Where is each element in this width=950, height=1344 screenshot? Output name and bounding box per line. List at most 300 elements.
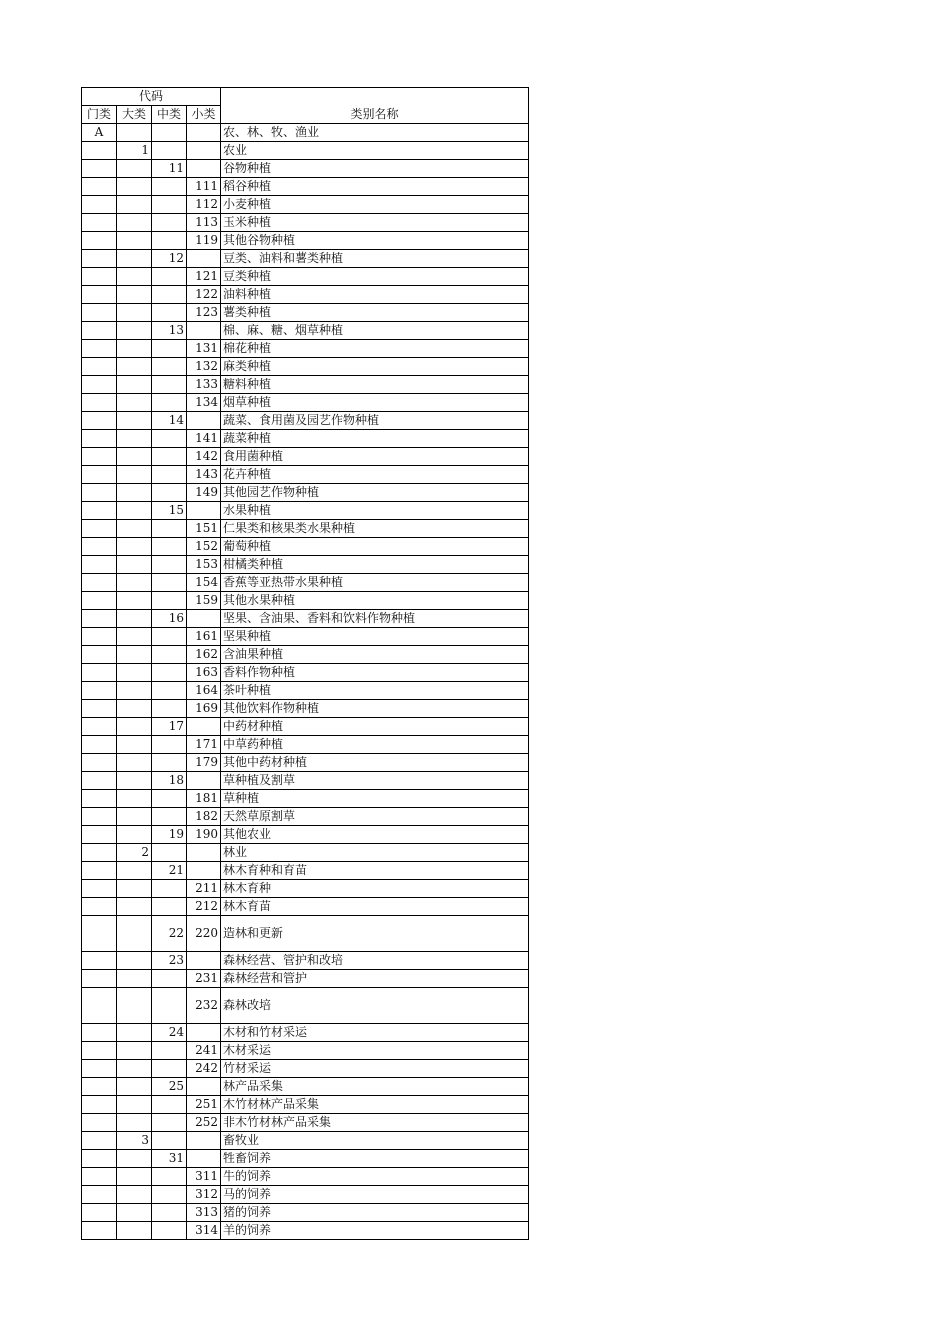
zhong-lei-cell xyxy=(152,556,187,574)
men-lei-cell xyxy=(82,466,117,484)
zhong-lei-cell xyxy=(152,1222,187,1240)
xiao-lei-cell: 169 xyxy=(187,700,221,718)
xiao-lei-cell: 211 xyxy=(187,880,221,898)
xiao-lei-cell: 313 xyxy=(187,1204,221,1222)
zhong-lei-cell xyxy=(152,430,187,448)
table-row xyxy=(82,1096,529,1114)
xiao-lei-cell: 132 xyxy=(187,358,221,376)
xiao-lei-cell xyxy=(187,412,221,430)
category-name-cell: 猪的饲养 xyxy=(221,1204,529,1222)
men-lei-cell xyxy=(82,664,117,682)
xiao-lei-cell: 251 xyxy=(187,1096,221,1114)
men-lei-cell xyxy=(82,1186,117,1204)
da-lei-cell: 2 xyxy=(117,844,152,862)
table-row xyxy=(82,700,529,718)
category-name-cell: 含油果种植 xyxy=(221,646,529,664)
men-lei-cell xyxy=(82,718,117,736)
da-lei-cell xyxy=(117,1024,152,1042)
xiao-lei-cell xyxy=(187,1150,221,1168)
category-name-cell: 蔬菜种植 xyxy=(221,430,529,448)
xiao-lei-cell: 143 xyxy=(187,466,221,484)
xiao-lei-cell: 231 xyxy=(187,970,221,988)
da-lei-cell xyxy=(117,214,152,232)
men-lei-cell xyxy=(82,610,117,628)
table-row xyxy=(82,988,529,1024)
men-lei-cell xyxy=(82,484,117,502)
zhong-lei-cell xyxy=(152,268,187,286)
category-name-cell: 林产品采集 xyxy=(221,1078,529,1096)
men-lei-cell xyxy=(82,304,117,322)
men-lei-cell xyxy=(82,142,117,160)
da-lei-cell xyxy=(117,1204,152,1222)
table-row xyxy=(82,880,529,898)
da-lei-cell xyxy=(117,862,152,880)
da-lei-cell xyxy=(117,412,152,430)
category-name-cell: 其他谷物种植 xyxy=(221,232,529,250)
da-lei-cell xyxy=(117,394,152,412)
zhong-lei-header: 中类 xyxy=(152,106,187,124)
table-row xyxy=(82,286,529,304)
category-name-header: 类别名称 xyxy=(221,88,529,124)
zhong-lei-cell xyxy=(152,142,187,160)
category-name-cell: 其他中药材种植 xyxy=(221,754,529,772)
men-lei-cell xyxy=(82,1078,117,1096)
xiao-lei-cell: 161 xyxy=(187,628,221,646)
da-lei-cell xyxy=(117,790,152,808)
xiao-lei-cell xyxy=(187,124,221,142)
men-lei-cell xyxy=(82,574,117,592)
xiao-lei-cell: 312 xyxy=(187,1186,221,1204)
da-lei-cell xyxy=(117,286,152,304)
category-name-cell: 中草药种植 xyxy=(221,736,529,754)
category-name-cell: 仁果类和核果类水果种植 xyxy=(221,520,529,538)
men-lei-cell xyxy=(82,1132,117,1150)
men-lei-cell xyxy=(82,1150,117,1168)
zhong-lei-cell xyxy=(152,1204,187,1222)
xiao-lei-cell: 113 xyxy=(187,214,221,232)
xiao-lei-cell xyxy=(187,502,221,520)
table-row xyxy=(82,1078,529,1096)
table-row xyxy=(82,1132,529,1150)
zhong-lei-cell xyxy=(152,538,187,556)
category-name-cell: 豆类、油料和薯类种植 xyxy=(221,250,529,268)
table-row xyxy=(82,718,529,736)
table-row xyxy=(82,1186,529,1204)
da-lei-cell xyxy=(117,358,152,376)
da-lei-cell xyxy=(117,682,152,700)
category-name-cell: 森林改培 xyxy=(221,988,529,1024)
da-lei-cell xyxy=(117,520,152,538)
category-name-cell: 草种植及割草 xyxy=(221,772,529,790)
men-lei-cell xyxy=(82,556,117,574)
category-name-cell: 棉、麻、糖、烟草种植 xyxy=(221,322,529,340)
table-row xyxy=(82,124,529,142)
da-lei-cell xyxy=(117,124,152,142)
xiao-lei-cell xyxy=(187,250,221,268)
da-lei-cell xyxy=(117,970,152,988)
da-lei-cell xyxy=(117,1042,152,1060)
xiao-lei-cell xyxy=(187,1132,221,1150)
da-lei-cell xyxy=(117,700,152,718)
zhong-lei-cell: 16 xyxy=(152,610,187,628)
category-name-cell: 花卉种植 xyxy=(221,466,529,484)
category-name-cell: 烟草种植 xyxy=(221,394,529,412)
table-row xyxy=(82,1114,529,1132)
da-lei-cell xyxy=(117,880,152,898)
da-lei-cell xyxy=(117,502,152,520)
category-name-cell: 林木育种和育苗 xyxy=(221,862,529,880)
table-row xyxy=(82,916,529,952)
zhong-lei-cell: 15 xyxy=(152,502,187,520)
men-lei-cell xyxy=(82,1042,117,1060)
table-row xyxy=(82,844,529,862)
men-lei-cell xyxy=(82,862,117,880)
zhong-lei-cell xyxy=(152,682,187,700)
da-lei-cell xyxy=(117,628,152,646)
men-lei-cell xyxy=(82,772,117,790)
zhong-lei-cell xyxy=(152,484,187,502)
da-lei-cell xyxy=(117,826,152,844)
table-row xyxy=(82,232,529,250)
category-name-cell: 食用菌种植 xyxy=(221,448,529,466)
zhong-lei-cell xyxy=(152,520,187,538)
zhong-lei-cell xyxy=(152,178,187,196)
table-row xyxy=(82,772,529,790)
men-lei-cell xyxy=(82,322,117,340)
zhong-lei-cell xyxy=(152,1186,187,1204)
xiao-lei-cell: 131 xyxy=(187,340,221,358)
category-name-cell: 造林和更新 xyxy=(221,916,529,952)
da-lei-cell xyxy=(117,1114,152,1132)
category-name-cell: 柑橘类种植 xyxy=(221,556,529,574)
zhong-lei-cell xyxy=(152,1042,187,1060)
table-row xyxy=(82,412,529,430)
da-lei-cell xyxy=(117,268,152,286)
men-lei-cell xyxy=(82,250,117,268)
category-name-cell: 蔬菜、食用菌及园艺作物种植 xyxy=(221,412,529,430)
men-lei-cell: A xyxy=(82,124,117,142)
zhong-lei-cell xyxy=(152,808,187,826)
table-row xyxy=(82,520,529,538)
zhong-lei-cell: 21 xyxy=(152,862,187,880)
da-lei-cell xyxy=(117,772,152,790)
category-name-cell: 其他饮料作物种植 xyxy=(221,700,529,718)
zhong-lei-cell: 18 xyxy=(152,772,187,790)
xiao-lei-cell: 151 xyxy=(187,520,221,538)
category-name-cell: 其他水果种植 xyxy=(221,592,529,610)
zhong-lei-cell xyxy=(152,214,187,232)
zhong-lei-cell: 31 xyxy=(152,1150,187,1168)
men-lei-cell xyxy=(82,682,117,700)
da-lei-cell xyxy=(117,430,152,448)
da-lei-cell: 1 xyxy=(117,142,152,160)
xiao-lei-cell: 159 xyxy=(187,592,221,610)
zhong-lei-cell xyxy=(152,898,187,916)
da-lei-cell xyxy=(117,1222,152,1240)
category-name-cell: 农、林、牧、渔业 xyxy=(221,124,529,142)
zhong-lei-cell: 19 xyxy=(152,826,187,844)
da-lei-cell xyxy=(117,376,152,394)
category-name-cell: 中药材种植 xyxy=(221,718,529,736)
xiao-lei-cell: 112 xyxy=(187,196,221,214)
table-row xyxy=(82,160,529,178)
da-lei-cell xyxy=(117,1060,152,1078)
category-name-cell: 木材采运 xyxy=(221,1042,529,1060)
men-lei-cell xyxy=(82,196,117,214)
men-lei-cell xyxy=(82,844,117,862)
table-row xyxy=(82,322,529,340)
table-row xyxy=(82,628,529,646)
da-lei-cell xyxy=(117,466,152,484)
category-name-cell: 其他园艺作物种植 xyxy=(221,484,529,502)
zhong-lei-cell xyxy=(152,340,187,358)
xiao-lei-cell xyxy=(187,322,221,340)
da-lei-cell xyxy=(117,952,152,970)
table-row xyxy=(82,970,529,988)
category-name-cell: 薯类种植 xyxy=(221,304,529,322)
table-row xyxy=(82,484,529,502)
category-name-cell: 小麦种植 xyxy=(221,196,529,214)
xiao-lei-cell: 152 xyxy=(187,538,221,556)
xiao-lei-cell: 153 xyxy=(187,556,221,574)
men-lei-cell xyxy=(82,646,117,664)
xiao-lei-cell xyxy=(187,772,221,790)
xiao-lei-cell: 242 xyxy=(187,1060,221,1078)
category-name-cell: 非木竹材林产品采集 xyxy=(221,1114,529,1132)
category-name-cell: 森林经营、管护和改培 xyxy=(221,952,529,970)
da-lei-cell xyxy=(117,484,152,502)
da-lei-cell xyxy=(117,736,152,754)
zhong-lei-cell xyxy=(152,376,187,394)
table-row xyxy=(82,358,529,376)
xiao-lei-cell: 220 xyxy=(187,916,221,952)
xiao-lei-cell: 122 xyxy=(187,286,221,304)
category-name-cell: 草种植 xyxy=(221,790,529,808)
xiao-lei-cell: 133 xyxy=(187,376,221,394)
men-lei-cell xyxy=(82,970,117,988)
men-lei-cell xyxy=(82,502,117,520)
zhong-lei-cell xyxy=(152,628,187,646)
table-row xyxy=(82,376,529,394)
category-name-cell: 其他农业 xyxy=(221,826,529,844)
da-lei-cell xyxy=(117,898,152,916)
xiao-lei-cell: 121 xyxy=(187,268,221,286)
men-lei-cell xyxy=(82,178,117,196)
men-lei-cell xyxy=(82,268,117,286)
men-lei-cell xyxy=(82,286,117,304)
category-name-cell: 林木育种 xyxy=(221,880,529,898)
men-lei-cell xyxy=(82,358,117,376)
zhong-lei-cell xyxy=(152,700,187,718)
category-name-cell: 天然草原割草 xyxy=(221,808,529,826)
category-name-cell: 农业 xyxy=(221,142,529,160)
da-lei-cell xyxy=(117,574,152,592)
table-row xyxy=(82,1222,529,1240)
xiao-lei-cell xyxy=(187,160,221,178)
da-lei-cell xyxy=(117,988,152,1024)
category-name-cell: 畜牧业 xyxy=(221,1132,529,1150)
xiao-lei-cell: 232 xyxy=(187,988,221,1024)
category-name-cell: 水果种植 xyxy=(221,502,529,520)
table-row xyxy=(82,808,529,826)
zhong-lei-cell xyxy=(152,1060,187,1078)
zhong-lei-cell: 11 xyxy=(152,160,187,178)
table-row xyxy=(82,754,529,772)
category-name-cell: 林业 xyxy=(221,844,529,862)
table-row xyxy=(82,592,529,610)
da-lei-cell xyxy=(117,1078,152,1096)
table-row xyxy=(82,250,529,268)
category-name-cell: 香蕉等亚热带水果种植 xyxy=(221,574,529,592)
xiao-lei-cell: 212 xyxy=(187,898,221,916)
zhong-lei-cell: 17 xyxy=(152,718,187,736)
xiao-lei-cell: 314 xyxy=(187,1222,221,1240)
da-lei-cell xyxy=(117,448,152,466)
zhong-lei-cell xyxy=(152,988,187,1024)
xiao-lei-cell: 162 xyxy=(187,646,221,664)
men-lei-cell xyxy=(82,790,117,808)
zhong-lei-cell xyxy=(152,232,187,250)
men-lei-cell xyxy=(82,898,117,916)
men-lei-cell xyxy=(82,754,117,772)
men-lei-cell xyxy=(82,1096,117,1114)
category-name-cell: 麻类种植 xyxy=(221,358,529,376)
category-name-cell: 羊的饲养 xyxy=(221,1222,529,1240)
zhong-lei-cell xyxy=(152,646,187,664)
xiao-lei-header: 小类 xyxy=(187,106,221,124)
zhong-lei-cell: 25 xyxy=(152,1078,187,1096)
men-lei-cell xyxy=(82,952,117,970)
da-lei-cell xyxy=(117,1096,152,1114)
xiao-lei-cell xyxy=(187,718,221,736)
da-lei-cell xyxy=(117,754,152,772)
men-lei-cell xyxy=(82,916,117,952)
category-name-cell: 玉米种植 xyxy=(221,214,529,232)
zhong-lei-cell xyxy=(152,1168,187,1186)
xiao-lei-cell: 179 xyxy=(187,754,221,772)
xiao-lei-cell xyxy=(187,142,221,160)
da-lei-cell xyxy=(117,646,152,664)
xiao-lei-cell: 311 xyxy=(187,1168,221,1186)
zhong-lei-cell xyxy=(152,394,187,412)
xiao-lei-cell xyxy=(187,1024,221,1042)
category-name-cell: 森林经营和管护 xyxy=(221,970,529,988)
category-name-cell: 棉花种植 xyxy=(221,340,529,358)
category-name-cell: 茶叶种植 xyxy=(221,682,529,700)
table-row xyxy=(82,394,529,412)
zhong-lei-cell xyxy=(152,970,187,988)
xiao-lei-cell xyxy=(187,1078,221,1096)
xiao-lei-cell: 182 xyxy=(187,808,221,826)
table-row xyxy=(82,214,529,232)
da-lei-cell xyxy=(117,1186,152,1204)
table-row xyxy=(82,826,529,844)
da-lei-cell xyxy=(117,250,152,268)
zhong-lei-cell xyxy=(152,124,187,142)
table-row xyxy=(82,862,529,880)
xiao-lei-cell: 134 xyxy=(187,394,221,412)
table-row xyxy=(82,1168,529,1186)
men-lei-header: 门类 xyxy=(82,106,117,124)
zhong-lei-cell: 23 xyxy=(152,952,187,970)
table-row xyxy=(82,664,529,682)
category-name-cell: 木材和竹材采运 xyxy=(221,1024,529,1042)
zhong-lei-cell xyxy=(152,1132,187,1150)
xiao-lei-cell: 171 xyxy=(187,736,221,754)
table-row xyxy=(82,466,529,484)
xiao-lei-cell: 111 xyxy=(187,178,221,196)
table-row xyxy=(82,448,529,466)
men-lei-cell xyxy=(82,826,117,844)
men-lei-cell xyxy=(82,232,117,250)
category-name-cell: 油料种植 xyxy=(221,286,529,304)
zhong-lei-cell xyxy=(152,664,187,682)
table-row xyxy=(82,268,529,286)
zhong-lei-cell: 13 xyxy=(152,322,187,340)
men-lei-cell xyxy=(82,430,117,448)
table-row xyxy=(82,682,529,700)
xiao-lei-cell: 181 xyxy=(187,790,221,808)
da-lei-cell xyxy=(117,610,152,628)
da-lei-cell xyxy=(117,322,152,340)
table-row xyxy=(82,196,529,214)
zhong-lei-cell: 24 xyxy=(152,1024,187,1042)
category-name-cell: 豆类种植 xyxy=(221,268,529,286)
da-lei-cell xyxy=(117,538,152,556)
table-row xyxy=(82,1150,529,1168)
men-lei-cell xyxy=(82,538,117,556)
category-name-cell: 坚果种植 xyxy=(221,628,529,646)
zhong-lei-cell xyxy=(152,844,187,862)
xiao-lei-cell: 119 xyxy=(187,232,221,250)
table-row xyxy=(82,178,529,196)
table-row xyxy=(82,952,529,970)
da-lei-cell xyxy=(117,160,152,178)
category-name-cell: 坚果、含油果、香料和饮料作物种植 xyxy=(221,610,529,628)
zhong-lei-cell xyxy=(152,1096,187,1114)
category-name-cell: 谷物种植 xyxy=(221,160,529,178)
men-lei-cell xyxy=(82,736,117,754)
category-name-cell: 马的饲养 xyxy=(221,1186,529,1204)
zhong-lei-cell xyxy=(152,790,187,808)
da-lei-cell xyxy=(117,304,152,322)
code-header: 代码 xyxy=(82,88,221,106)
zhong-lei-cell xyxy=(152,1114,187,1132)
industry-classification-table xyxy=(81,87,529,1240)
zhong-lei-cell: 14 xyxy=(152,412,187,430)
table-row xyxy=(82,340,529,358)
header-row-top xyxy=(82,88,529,106)
category-name-cell: 牛的饲养 xyxy=(221,1168,529,1186)
xiao-lei-cell xyxy=(187,952,221,970)
table-row xyxy=(82,736,529,754)
table-row xyxy=(82,1024,529,1042)
table-row xyxy=(82,1060,529,1078)
category-name-cell: 葡萄种植 xyxy=(221,538,529,556)
xiao-lei-cell: 164 xyxy=(187,682,221,700)
category-name-cell: 稻谷种植 xyxy=(221,178,529,196)
table-row xyxy=(82,1204,529,1222)
table-row xyxy=(82,898,529,916)
xiao-lei-cell xyxy=(187,862,221,880)
men-lei-cell xyxy=(82,880,117,898)
da-lei-cell xyxy=(117,808,152,826)
zhong-lei-cell xyxy=(152,880,187,898)
zhong-lei-cell xyxy=(152,574,187,592)
zhong-lei-cell xyxy=(152,754,187,772)
xiao-lei-cell: 163 xyxy=(187,664,221,682)
table-row xyxy=(82,610,529,628)
